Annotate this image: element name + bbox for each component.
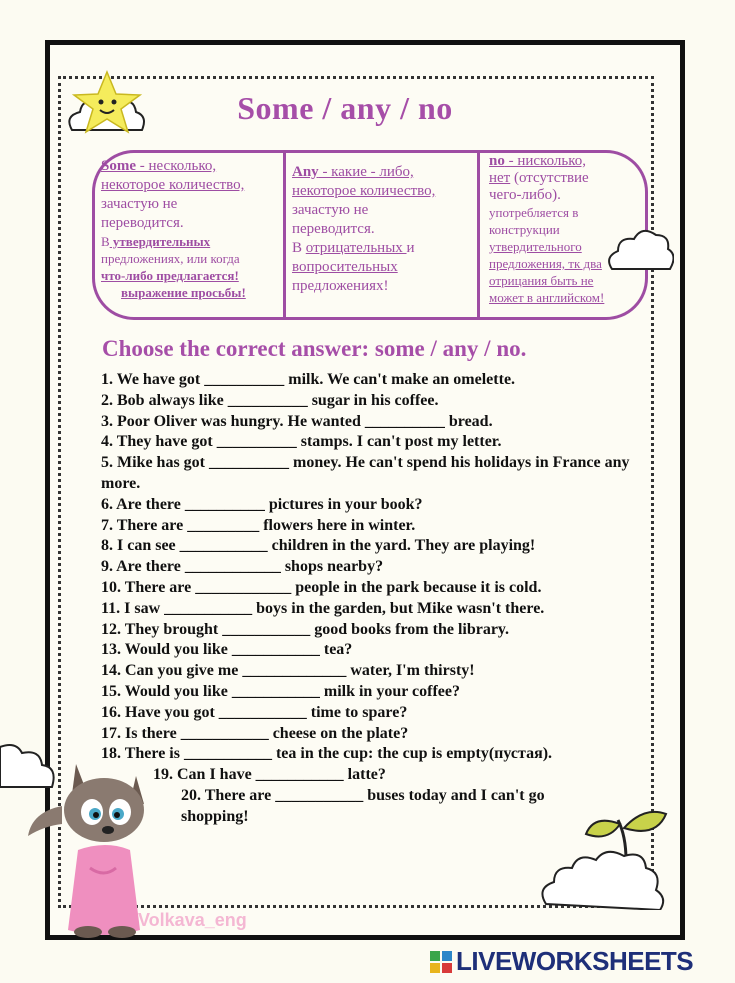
rule-some-line7: что-либо предлагается! (101, 268, 239, 283)
exercise-item[interactable]: 9. Are there ____________ shops nearby? (101, 558, 384, 576)
rule-any (283, 153, 480, 317)
exercise-item[interactable]: 5. Mike has got __________ money. He can't spend his holidays in France any more. (101, 454, 630, 492)
exercise-item[interactable]: 12. They brought ___________ good books from the library. (101, 620, 510, 638)
exercise-item[interactable]: 10. There are ____________ people in the park because it is cold. (101, 578, 542, 596)
rule-any-line2: некоторое количество, (292, 183, 436, 199)
rule-no-word: no (489, 153, 505, 169)
rule-no-line5: конструкции (489, 222, 560, 237)
liveworksheets-brand[interactable] (430, 946, 693, 977)
rule-some-line1: - несколько, (136, 158, 217, 174)
rule-any-line7: предложениях! (292, 278, 389, 294)
rule-any-line1: - какие - либо, (318, 164, 414, 180)
author-signature: Volkava_eng (138, 910, 247, 930)
liveworksheets-logo-icon (430, 951, 452, 973)
rule-no-line4: употребляется в (489, 205, 579, 220)
rule-no-line1: - нисколько, (504, 153, 586, 169)
rule-any-line5a: В (292, 240, 306, 256)
rule-no-line6: утвердительного (489, 239, 582, 254)
exercise-item[interactable]: 13. Would you like ___________ tea? (101, 641, 353, 659)
exercise-item[interactable]: 15. Would you like ___________ milk in your coffee? (101, 682, 460, 700)
sprout-cloud-icon (540, 800, 680, 910)
rule-some-line8: выражение просьбы! (121, 285, 246, 300)
rule-some-line6: предложениях, или когда (101, 251, 240, 266)
rule-no-line2b: (отсутствие (510, 170, 589, 186)
exercise-item[interactable]: 19. Can I have ___________ latte? (153, 766, 386, 784)
star-cloud-icon (62, 68, 152, 148)
exercise-item[interactable]: 20. There are ___________ buses today and I can't go shopping! (181, 786, 545, 825)
rule-any-line5b: отрицательных (305, 240, 407, 256)
exercise-item[interactable]: 3. Poor Oliver was hungry. He wanted __________ bread. (101, 412, 493, 430)
exercise-item[interactable]: 6. Are there __________ pictures in your book? (101, 495, 423, 513)
rule-some-line4: переводится. (101, 215, 184, 231)
exercise-item[interactable]: 14. Can you give me _____________ water, I'm thirsty! (101, 662, 475, 680)
exercise-item[interactable]: 7. There are _________ flowers here in winter. (101, 516, 416, 534)
exercise-item[interactable]: 8. I can see ___________ children in the yard. They are playing! (101, 537, 536, 555)
cloud-icon (604, 225, 674, 275)
rule-no-line2a: нет (489, 170, 511, 186)
rule-any-line5c: и (406, 240, 415, 256)
exercise-item[interactable]: 1. We have got __________ milk. We can't make an omelette. (101, 371, 516, 388)
rule-any-line3: зачастую не (292, 202, 369, 218)
exercise-list (101, 370, 641, 828)
exercise-item[interactable]: 2. Bob always like __________ sugar in his coffee. (101, 391, 439, 409)
rule-no-line9: может в английском! (489, 290, 605, 305)
exercise-item[interactable]: 16. Have you got ___________ time to spare? (101, 703, 408, 721)
rules-box (92, 150, 648, 320)
rule-some-line5b: утвердительных (109, 234, 211, 249)
instruction-heading: Choose the correct answer: some / any / no. (102, 336, 527, 361)
page-title: Some / any / no (237, 90, 453, 126)
exercise-item[interactable]: 11. I saw ___________ boys in the garden, but Mike wasn't there. (101, 599, 545, 617)
liveworksheets-brand-text: LIVEWORKSHEETS (456, 946, 694, 976)
rule-no-line8: отрицания быть не (489, 273, 594, 288)
rule-any-line4: переводится. (292, 221, 375, 237)
exercise-item[interactable]: 18. There is ___________ tea in the cup: the cup is empty(пустая). (101, 745, 553, 763)
rule-any-line6: вопросительных (292, 259, 398, 275)
rule-some-line3: зачастую не (101, 196, 178, 212)
exercise-item[interactable]: 17. Is there ___________ cheese on the plate? (101, 724, 409, 742)
exercise-item[interactable]: 4. They have got __________ stamps. I can't post my letter. (101, 433, 502, 451)
rule-some-word: Some (101, 158, 136, 174)
rule-some (95, 153, 283, 317)
rule-any-word: Any (292, 164, 319, 180)
rule-no-line7: предложения, тк два (489, 256, 602, 271)
rule-some-line5a: В (101, 234, 110, 249)
rule-some-line2: некоторое количество, (101, 177, 245, 193)
rule-no-line3: чего-либо). (489, 187, 561, 203)
